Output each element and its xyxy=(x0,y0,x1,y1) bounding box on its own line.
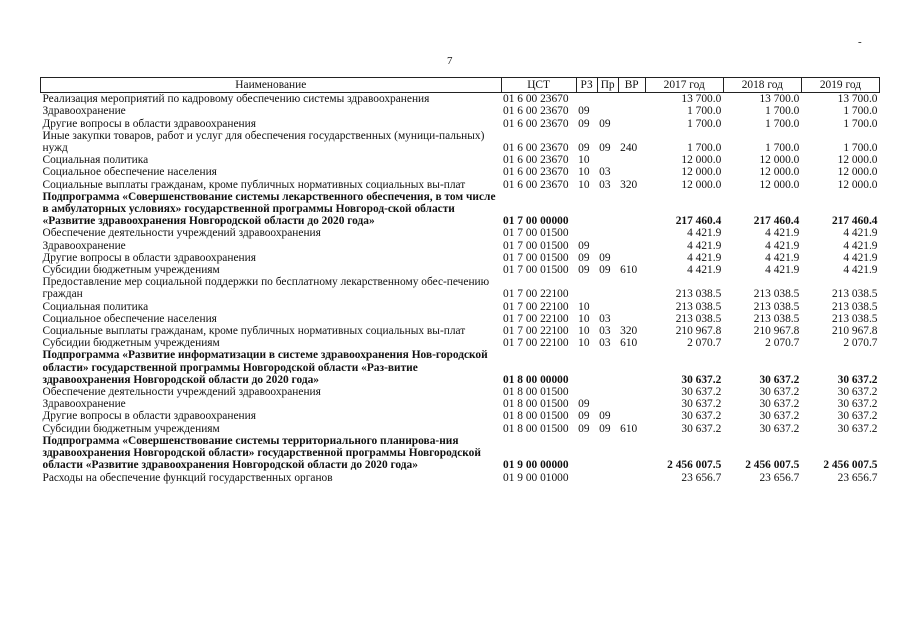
cell-2017: 2 070.7 xyxy=(687,337,722,350)
cell-2019: 30 637.2 xyxy=(837,422,878,435)
cell-name: Социальная политика xyxy=(42,154,149,167)
table-row xyxy=(41,227,880,239)
cell-cst: 01 8 00 00000 xyxy=(503,373,569,386)
cell-name: Обеспечение деятельности учреждений здравоохранения xyxy=(42,386,321,399)
cell-2018: 213 038.5 xyxy=(753,288,800,301)
cell-vr xyxy=(618,227,645,239)
table-row xyxy=(41,252,880,264)
cell-rz: 10 xyxy=(578,154,590,167)
cell-rz: 09 xyxy=(578,422,590,435)
table-row xyxy=(41,105,880,117)
cell-2019: 12 000.0 xyxy=(837,166,878,179)
cell-2017: 12 000.0 xyxy=(681,154,722,167)
cell-rz: 09 xyxy=(578,117,590,130)
cell-cst: 01 8 00 01500 xyxy=(503,422,569,435)
cell-2017: 213 038.5 xyxy=(675,300,722,313)
cell-name: Иные закупки товаров, работ и услуг для обеспечения государственных (муници-пальных) нужд xyxy=(42,129,485,155)
cell-cst: 01 7 00 01500 xyxy=(503,264,569,277)
cell-name: Здравоохранение xyxy=(42,398,126,411)
cell-2017: 30 637.2 xyxy=(681,398,722,411)
cell-vr xyxy=(618,154,645,166)
cell-2019: 1 700.0 xyxy=(843,117,878,130)
cell-2017: 23 656.7 xyxy=(681,471,722,484)
header-cst: ЦСТ xyxy=(501,78,576,93)
cell-name: Подпрограмма «Совершенствование системы лекарственного обеспечения, в том числе в амбулаторных условиях» государственной программы Новгород-ской области «Развитие здравоохранения Новгородской области до 2020 года» xyxy=(42,190,496,228)
cell-cst: 01 7 00 22100 xyxy=(503,300,569,313)
cell-vr xyxy=(618,301,645,313)
table-row xyxy=(41,435,880,472)
cell-2017: 30 637.2 xyxy=(681,386,722,399)
cell-cst: 01 6 00 23670 xyxy=(503,178,569,191)
table-row xyxy=(41,118,880,130)
cell-2017: 12 000.0 xyxy=(681,178,722,191)
cell-rz: 10 xyxy=(578,166,590,179)
cell-2019: 13 700.0 xyxy=(837,93,878,106)
cell-2018: 13 700.0 xyxy=(759,93,800,106)
cell-vr xyxy=(618,252,645,264)
table-row xyxy=(41,301,880,313)
cell-2017: 217 460.4 xyxy=(675,215,722,228)
cell-2019: 4 421.9 xyxy=(843,227,878,240)
cell-vr xyxy=(618,435,645,472)
table-header xyxy=(41,78,880,93)
cell-2018: 12 000.0 xyxy=(759,178,800,191)
cell-2018: 1 700.0 xyxy=(765,117,800,130)
cell-2018: 30 637.2 xyxy=(759,386,800,399)
cell-pr: 03 xyxy=(599,312,611,325)
table-row xyxy=(41,472,880,484)
cell-2019: 2 070.7 xyxy=(843,337,878,350)
cell-vr xyxy=(618,105,645,117)
cell-vr xyxy=(618,472,645,484)
cell-2017: 210 967.8 xyxy=(675,325,722,338)
cell-rz: 09 xyxy=(578,398,590,411)
cell-cst: 01 6 00 23670 xyxy=(503,154,569,167)
cell-rz xyxy=(576,93,597,106)
table-row xyxy=(41,410,880,422)
table-row xyxy=(41,93,880,106)
table-row xyxy=(41,349,880,386)
cell-2019: 30 637.2 xyxy=(837,386,878,399)
cell-cst: 01 7 00 00000 xyxy=(503,215,569,228)
cell-2019: 4 421.9 xyxy=(843,264,878,277)
cell-cst: 01 7 00 01500 xyxy=(503,239,569,252)
cell-cst: 01 7 00 22100 xyxy=(503,337,569,350)
table-body xyxy=(41,93,880,484)
cell-cst: 01 6 00 23670 xyxy=(503,117,569,130)
cell-2018: 213 038.5 xyxy=(753,312,800,325)
cell-rz: 10 xyxy=(578,325,590,338)
cell-rz: 10 xyxy=(578,178,590,191)
cell-pr xyxy=(597,240,618,252)
cell-2017: 213 038.5 xyxy=(675,288,722,301)
cell-rz: 10 xyxy=(578,300,590,313)
table-row xyxy=(41,337,880,349)
cell-name: Подпрограмма «Совершенствование системы территориального планирова-ния здравоохранения Новгородской области» государственной программы Новгородской области «Развитие здравоохранения Новгородской области до 2020 года» xyxy=(42,434,481,472)
cell-vr xyxy=(618,240,645,252)
cell-rz xyxy=(576,227,597,239)
cell-cst: 01 6 00 23670 xyxy=(503,93,569,106)
cell-cst: 01 7 00 22100 xyxy=(503,312,569,325)
cell-2018: 217 460.4 xyxy=(753,215,800,228)
cell-rz: 09 xyxy=(578,105,590,118)
cell-cst: 01 7 00 22100 xyxy=(503,325,569,338)
cell-2017: 213 038.5 xyxy=(675,312,722,325)
cell-pr: 09 xyxy=(599,264,611,277)
cell-cst: 01 8 00 01500 xyxy=(503,398,569,411)
cell-pr xyxy=(597,93,618,106)
cell-cst: 01 6 00 23670 xyxy=(503,142,569,155)
cell-name: Социальная политика xyxy=(42,300,149,313)
table-row xyxy=(41,423,880,435)
cell-vr xyxy=(618,313,645,325)
table-row xyxy=(41,313,880,325)
cell-2019: 30 637.2 xyxy=(837,398,878,411)
cell-name: Субсидии бюджетным учреждениям xyxy=(42,422,220,435)
cell-2017: 4 421.9 xyxy=(687,227,722,240)
page-number: 7 xyxy=(447,55,453,67)
header-2017: 2017 год xyxy=(645,78,723,93)
cell-2017: 30 637.2 xyxy=(681,422,722,435)
cell-pr: 03 xyxy=(599,337,611,350)
cell-pr: 03 xyxy=(599,325,611,338)
cell-rz xyxy=(576,276,597,300)
cell-2017: 2 456 007.5 xyxy=(667,459,722,472)
table-row xyxy=(41,191,880,228)
header-2019: 2019 год xyxy=(801,78,879,93)
cell-name: Подпрограмма «Развитие информатизации в системе здравоохранения Нов-городской области» государственной программы Новгородской области «Раз-витие здравоохранения Новгородской области до 2020 года» xyxy=(42,349,488,386)
table-row xyxy=(41,240,880,252)
cell-2019: 4 421.9 xyxy=(843,239,878,252)
cell-2019: 210 967.8 xyxy=(831,325,878,338)
cell-name: Расходы на обеспечение функций государственных органов xyxy=(42,471,333,484)
cell-2018: 4 421.9 xyxy=(765,239,800,252)
cell-name: Другие вопросы в области здравоохранения xyxy=(42,251,256,264)
cell-pr: 09 xyxy=(599,142,611,155)
header-name: Наименование xyxy=(41,78,502,93)
header-pr: Пр xyxy=(597,78,618,93)
cell-2019: 30 637.2 xyxy=(837,410,878,423)
header-2018: 2018 год xyxy=(723,78,801,93)
cell-2017: 1 700.0 xyxy=(687,142,722,155)
cell-pr xyxy=(597,191,618,228)
cell-cst: 01 9 00 00000 xyxy=(503,459,569,472)
cell-rz xyxy=(576,386,597,398)
budget-table xyxy=(40,77,880,484)
cell-name: Другие вопросы в области здравоохранения xyxy=(42,410,256,423)
cell-cst: 01 7 00 22100 xyxy=(503,288,569,301)
table-row xyxy=(41,179,880,191)
cell-pr: 09 xyxy=(599,410,611,423)
cell-rz: 09 xyxy=(578,410,590,423)
corner-mark: - xyxy=(858,36,862,48)
cell-vr: 610 xyxy=(620,337,638,350)
cell-2017: 1 700.0 xyxy=(687,117,722,130)
cell-2017: 13 700.0 xyxy=(681,93,722,106)
cell-rz: 09 xyxy=(578,142,590,155)
cell-name: Здравоохранение xyxy=(42,105,126,118)
cell-2017: 1 700.0 xyxy=(687,105,722,118)
cell-2018: 30 637.2 xyxy=(759,398,800,411)
cell-pr xyxy=(597,276,618,300)
cell-2019: 213 038.5 xyxy=(831,312,878,325)
cell-2018: 23 656.7 xyxy=(759,471,800,484)
cell-vr xyxy=(618,410,645,422)
cell-2019: 30 637.2 xyxy=(837,373,878,386)
header-vr: ВР xyxy=(618,78,645,93)
cell-2019: 1 700.0 xyxy=(843,105,878,118)
cell-pr xyxy=(597,398,618,410)
cell-rz xyxy=(576,349,597,386)
cell-2018: 12 000.0 xyxy=(759,166,800,179)
cell-rz: 09 xyxy=(578,251,590,264)
cell-name: Субсидии бюджетным учреждениям xyxy=(42,264,220,277)
cell-rz: 09 xyxy=(578,264,590,277)
cell-2019: 23 656.7 xyxy=(837,471,878,484)
cell-cst: 01 8 00 01500 xyxy=(503,386,569,399)
cell-2018: 4 421.9 xyxy=(765,227,800,240)
cell-name: Социальные выплаты гражданам, кроме публичных нормативных социальных вы-плат xyxy=(42,178,466,191)
cell-2018: 4 421.9 xyxy=(765,251,800,264)
cell-2017: 30 637.2 xyxy=(681,373,722,386)
cell-vr xyxy=(618,93,645,106)
cell-rz: 09 xyxy=(578,239,590,252)
cell-pr xyxy=(597,227,618,239)
cell-2018: 2 456 007.5 xyxy=(745,459,800,472)
cell-vr xyxy=(618,386,645,398)
cell-vr xyxy=(618,398,645,410)
cell-cst: 01 7 00 01500 xyxy=(503,251,569,264)
cell-rz: 10 xyxy=(578,337,590,350)
cell-pr xyxy=(597,154,618,166)
cell-name: Субсидии бюджетным учреждениям xyxy=(42,337,220,350)
cell-2017: 4 421.9 xyxy=(687,251,722,264)
cell-2017: 4 421.9 xyxy=(687,239,722,252)
table-row xyxy=(41,264,880,276)
cell-vr xyxy=(618,118,645,130)
header-rz: РЗ xyxy=(576,78,597,93)
table-row xyxy=(41,130,880,154)
cell-2018: 1 700.0 xyxy=(765,142,800,155)
cell-2019: 4 421.9 xyxy=(843,251,878,264)
cell-vr: 610 xyxy=(620,264,638,277)
cell-pr: 03 xyxy=(599,166,611,179)
cell-2017: 4 421.9 xyxy=(687,264,722,277)
cell-2018: 2 070.7 xyxy=(765,337,800,350)
cell-2019: 12 000.0 xyxy=(837,154,878,167)
cell-pr: 03 xyxy=(599,178,611,191)
cell-2019: 217 460.4 xyxy=(831,215,878,228)
cell-rz xyxy=(576,472,597,484)
cell-vr xyxy=(618,276,645,300)
cell-vr xyxy=(618,166,645,178)
table-row xyxy=(41,166,880,178)
table-row xyxy=(41,386,880,398)
cell-cst: 01 9 00 01000 xyxy=(503,471,569,484)
cell-pr xyxy=(597,472,618,484)
cell-vr: 610 xyxy=(620,422,638,435)
cell-2017: 12 000.0 xyxy=(681,166,722,179)
cell-pr xyxy=(597,301,618,313)
cell-name: Реализация мероприятий по кадровому обеспечению системы здравоохранения xyxy=(42,93,430,106)
cell-rz: 10 xyxy=(578,312,590,325)
table-row xyxy=(41,325,880,337)
cell-pr xyxy=(597,105,618,117)
cell-2019: 12 000.0 xyxy=(837,178,878,191)
cell-name: Другие вопросы в области здравоохранения xyxy=(42,117,256,130)
cell-2018: 4 421.9 xyxy=(765,264,800,277)
cell-vr xyxy=(618,349,645,386)
header-row xyxy=(41,78,880,93)
cell-name: Социальные выплаты гражданам, кроме публичных нормативных социальных вы-плат xyxy=(42,325,466,338)
cell-2019: 1 700.0 xyxy=(843,142,878,155)
cell-cst: 01 6 00 23670 xyxy=(503,105,569,118)
cell-rz xyxy=(576,435,597,472)
cell-cst: 01 8 00 01500 xyxy=(503,410,569,423)
cell-pr xyxy=(597,386,618,398)
cell-pr: 09 xyxy=(599,117,611,130)
cell-pr xyxy=(597,349,618,386)
cell-rz xyxy=(576,191,597,228)
cell-vr: 320 xyxy=(620,178,638,191)
table-row xyxy=(41,398,880,410)
cell-cst: 01 7 00 01500 xyxy=(503,227,569,240)
cell-2018: 210 967.8 xyxy=(753,325,800,338)
cell-vr: 240 xyxy=(620,142,638,155)
cell-name: Предоставление мер социальной поддержки по бесплатному лекарственному обес-печению граждан xyxy=(42,276,490,301)
cell-pr: 09 xyxy=(599,422,611,435)
cell-2018: 1 700.0 xyxy=(765,105,800,118)
cell-pr: 09 xyxy=(599,251,611,264)
cell-cst: 01 6 00 23670 xyxy=(503,166,569,179)
cell-vr xyxy=(618,191,645,228)
cell-name: Обеспечение деятельности учреждений здравоохранения xyxy=(42,227,321,240)
cell-2018: 30 637.2 xyxy=(759,373,800,386)
cell-name: Здравоохранение xyxy=(42,239,126,252)
cell-2019: 213 038.5 xyxy=(831,300,878,313)
cell-2019: 213 038.5 xyxy=(831,288,878,301)
cell-2018: 213 038.5 xyxy=(753,300,800,313)
cell-2018: 30 637.2 xyxy=(759,422,800,435)
cell-vr: 320 xyxy=(620,325,638,338)
cell-2018: 30 637.2 xyxy=(759,410,800,423)
cell-2018: 12 000.0 xyxy=(759,154,800,167)
cell-pr xyxy=(597,435,618,472)
table-row xyxy=(41,154,880,166)
table-row xyxy=(41,276,880,300)
cell-name: Социальное обеспечение населения xyxy=(42,312,217,325)
cell-name: Социальное обеспечение населения xyxy=(42,166,217,179)
cell-2019: 2 456 007.5 xyxy=(823,459,878,472)
cell-2017: 30 637.2 xyxy=(681,410,722,423)
